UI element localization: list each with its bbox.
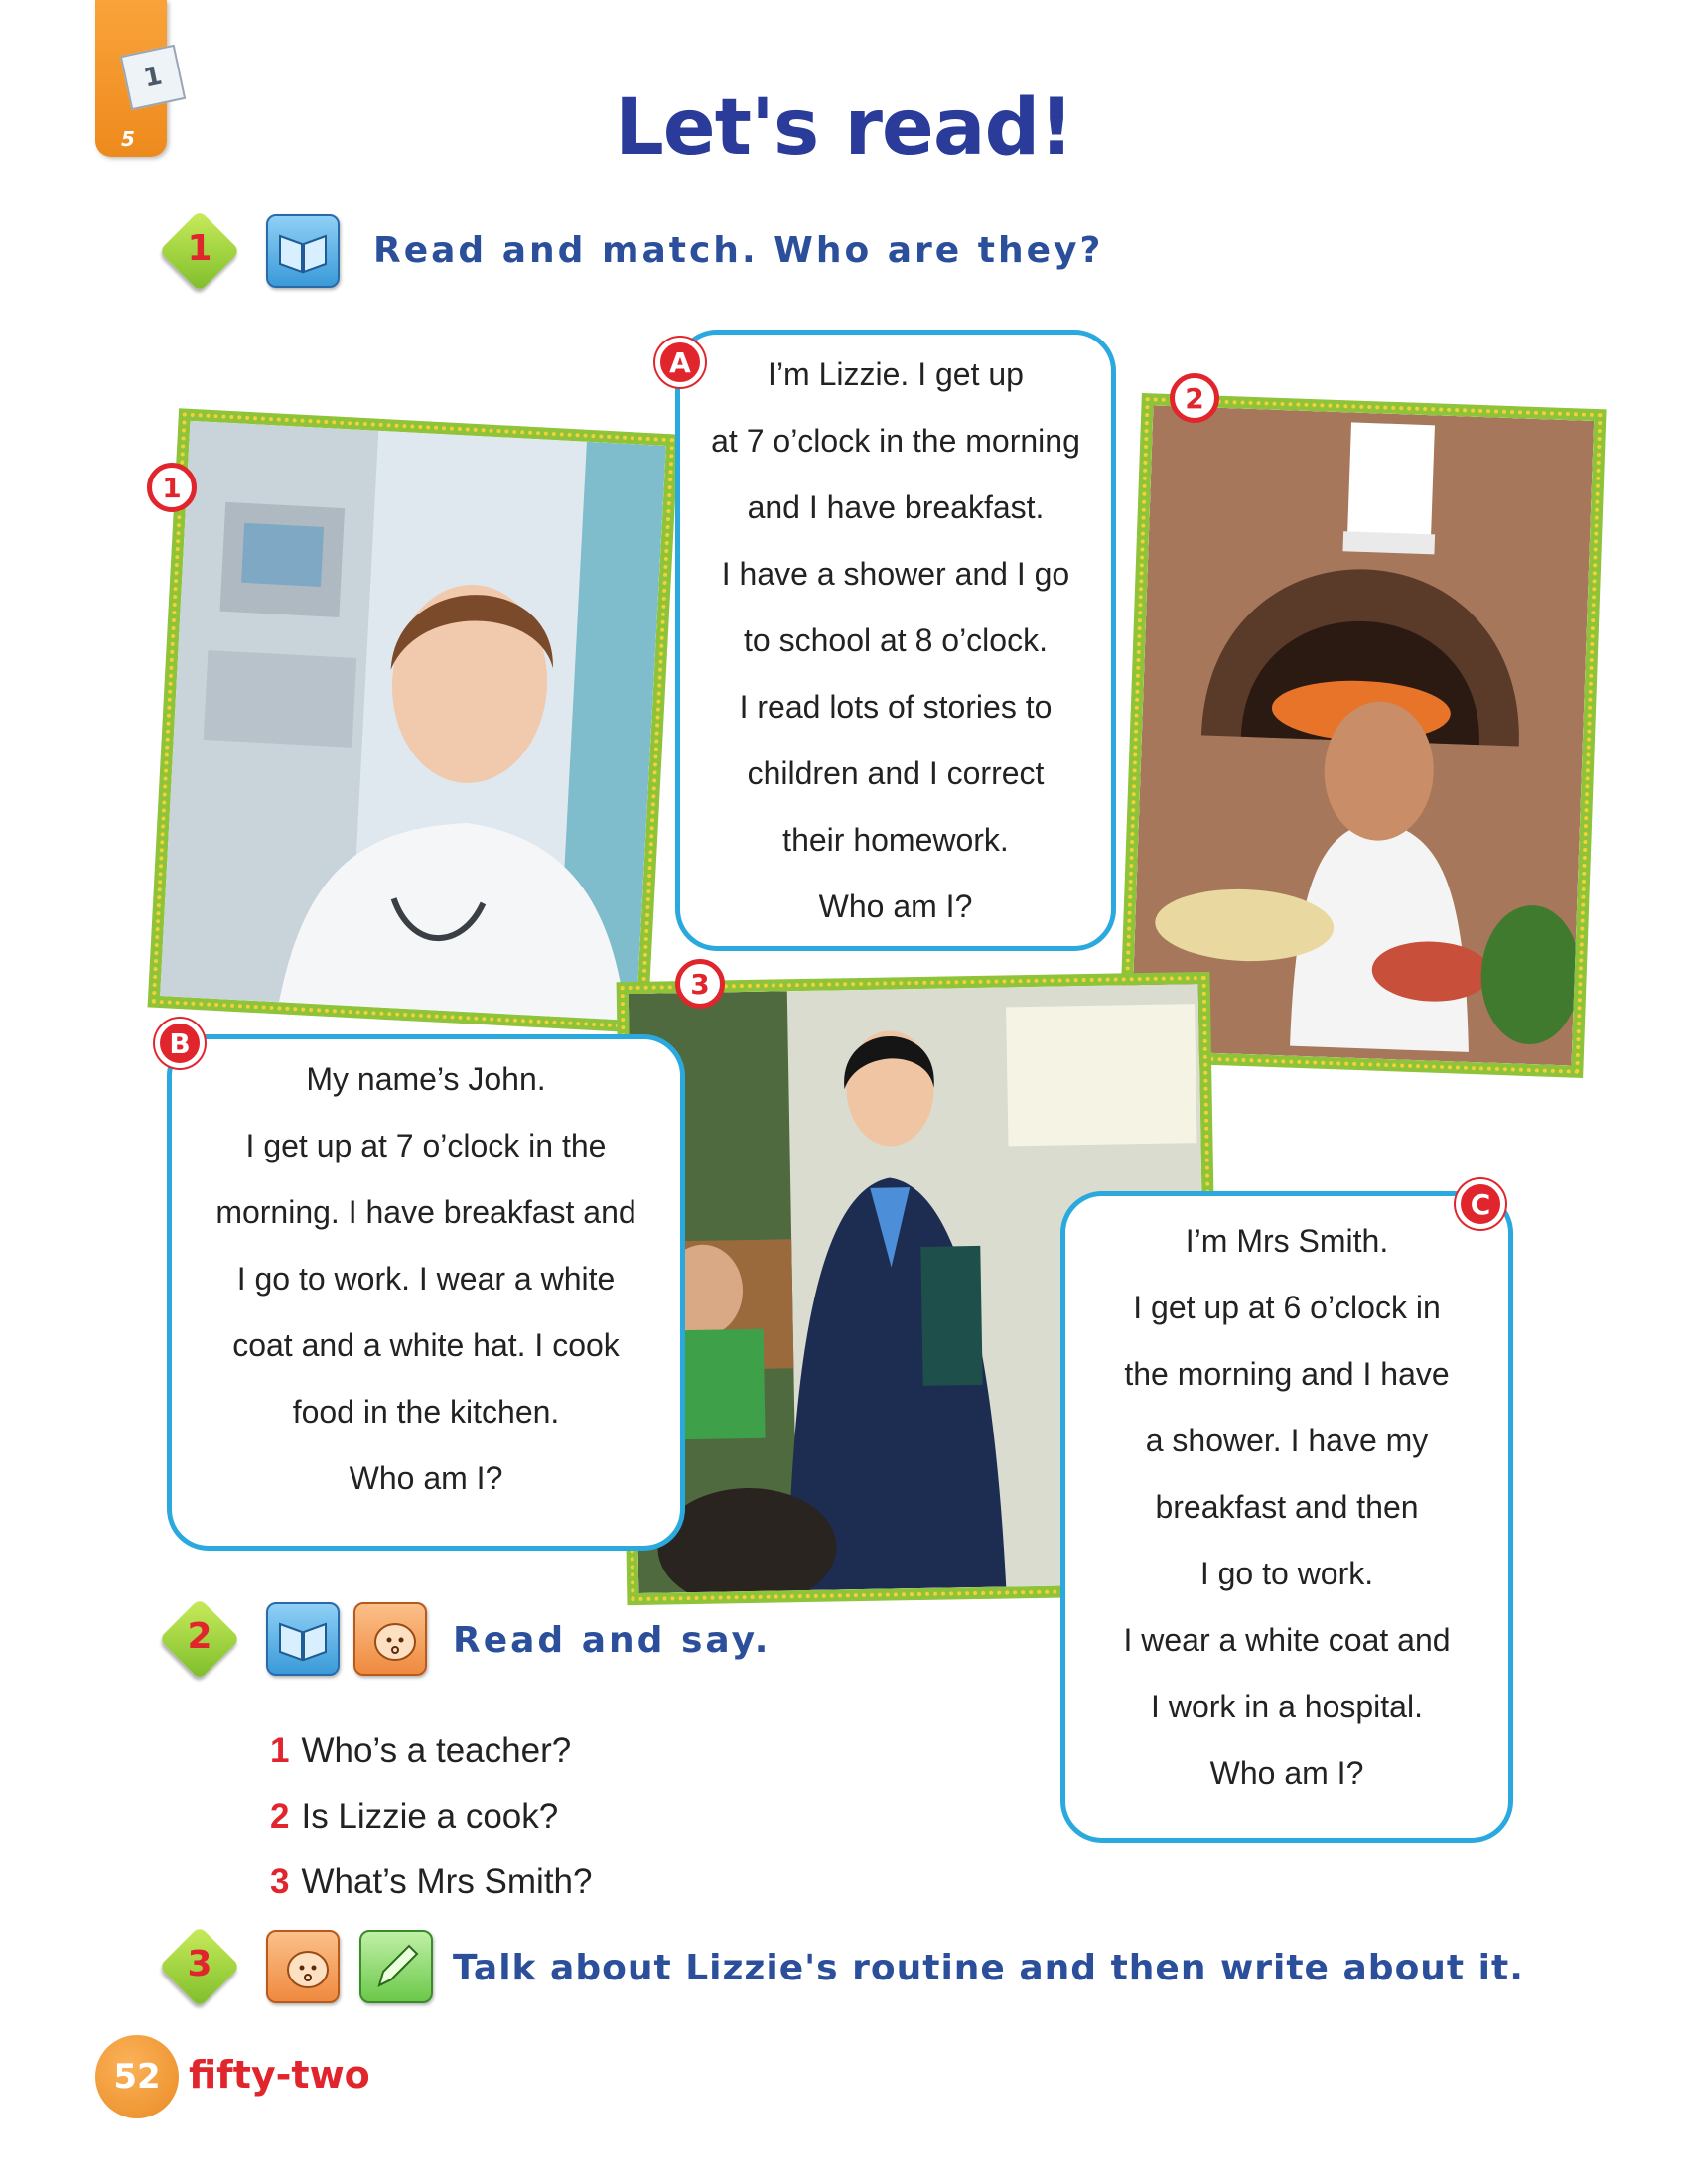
text-line: I work in a hospital. [1151, 1689, 1423, 1724]
text-line: and I have breakfast. [747, 489, 1045, 525]
text-line: I get up at 7 o’clock in the [245, 1128, 607, 1163]
exercise-1-number: 1 [187, 228, 212, 269]
box-c-label: C [1456, 1179, 1505, 1229]
text-line: a shower. I have my [1145, 1423, 1429, 1458]
text-line: Who am I? [349, 1460, 503, 1496]
book-icon [266, 214, 340, 288]
photo-2-label: 2 [1170, 373, 1219, 423]
doctor-photo [148, 408, 679, 1033]
page-number: 52 [95, 2035, 179, 2118]
text-line: I get up at 6 o’clock in [1133, 1290, 1441, 1325]
pen-icon [359, 1930, 433, 2003]
text-line: children and I correct [747, 755, 1045, 791]
speech-icon [266, 1930, 340, 2003]
text-line: I read lots of stories to [739, 689, 1053, 725]
book-icon [266, 1602, 340, 1676]
text-box-a [675, 330, 1116, 951]
text-line: food in the kitchen. [292, 1394, 560, 1430]
text-line: I’m Lizzie. I get up [768, 356, 1024, 392]
exercise-1-instruction: Read and match. Who are they? [373, 230, 1104, 271]
speech-icon [353, 1602, 427, 1676]
unit-number: 5 [121, 127, 135, 151]
exercise-3-instruction: Talk about Lizzie's routine and then write about it. [453, 1948, 1524, 1988]
text-line: breakfast and then [1155, 1489, 1419, 1525]
exercise-2-instruction: Read and say. [453, 1620, 772, 1661]
photo-1-label: 1 [147, 463, 197, 512]
exercise-3-number: 3 [187, 1944, 212, 1984]
text-line: I wear a white coat and [1123, 1622, 1451, 1658]
page-title: Let's read! [615, 83, 1073, 173]
text-line: coat and a white hat. I cook [232, 1327, 620, 1363]
box-a-label: A [655, 338, 705, 387]
exercise-2-number: 2 [187, 1616, 212, 1657]
text-line: to school at 8 o’clock. [744, 622, 1048, 658]
box-b-label: B [155, 1019, 205, 1068]
text-line: My name’s John. [306, 1061, 546, 1097]
question-1: 1 Who’s a teacher? [270, 1731, 572, 1770]
text-line: Who am I? [818, 888, 973, 924]
photo-3-label: 3 [675, 959, 725, 1009]
text-line: I’m Mrs Smith. [1185, 1223, 1389, 1259]
text-line: at 7 o’clock in the morning [711, 423, 1080, 459]
text-line: I go to work. I wear a white [236, 1261, 616, 1297]
calendar-icon: 1 [120, 45, 186, 110]
text-box-b [167, 1034, 685, 1551]
question-2: 2 Is Lizzie a cook? [270, 1797, 559, 1836]
question-3: 3 What’s Mrs Smith? [270, 1862, 593, 1901]
text-line: the morning and I have [1124, 1356, 1450, 1392]
text-line: morning. I have breakfast and [215, 1194, 636, 1230]
text-line: Who am I? [1209, 1755, 1364, 1791]
text-line: I have a shower and I go [721, 556, 1070, 592]
page-number-word: fifty-two [189, 2053, 370, 2097]
text-box-c [1060, 1191, 1513, 1843]
text-line: I go to work. [1199, 1556, 1374, 1591]
text-line: their homework. [782, 822, 1009, 858]
